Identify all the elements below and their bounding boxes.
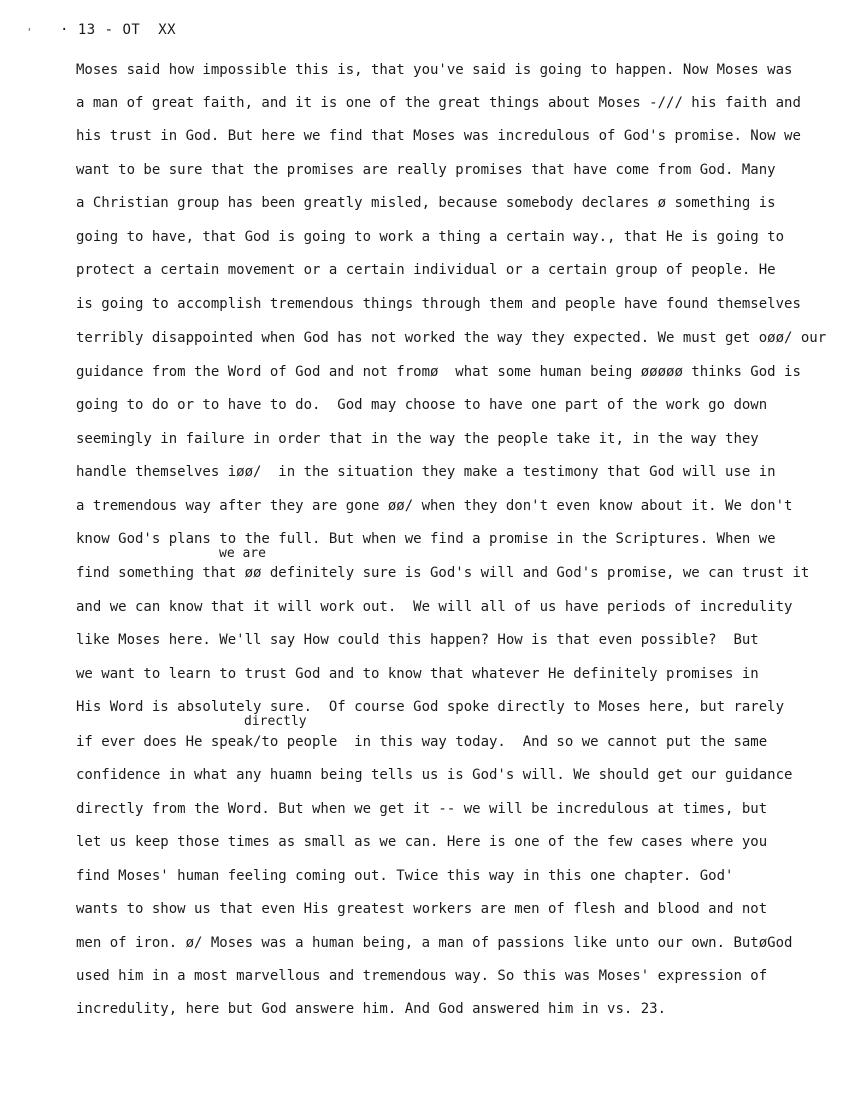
text-line: protect a certain movement or a certain individual or a certain group of people. He — [76, 262, 776, 278]
text-line: let us keep those times as small as we can. Here is one of the few cases where you — [76, 834, 768, 850]
text-line: his trust in God. But here we find that Moses was incredulous of God's promise. Now we — [76, 128, 801, 144]
text-line: a tremendous way after they are gone øø/ when they don't even know about it. We don't — [76, 498, 793, 514]
text-line: handle themselves iøø/ in the situation they make a testimony that God will use in — [76, 464, 776, 480]
page-header: · 13 - OT XX — [60, 22, 177, 38]
text-line: a Christian group has been greatly misled, because somebody declares ø something is — [76, 195, 776, 211]
text-line: confidence in what any huamn being tells us is God's will. We should get our guidance — [76, 767, 793, 783]
text-line: is going to accomplish tremendous things through them and people have found themselves — [76, 296, 801, 312]
text-line: going to have, that God is going to work a thing a certain way., that He is going to — [76, 229, 785, 245]
text-line: His Word is absolutely sure. Of course God spoke directly to Moses here, but rarely — [76, 699, 785, 715]
text-line: know God's plans to the full. But when we find a promise in the Scriptures. When we — [76, 531, 776, 547]
text-line: guidance from the Word of God and not fromø what some human being øøøøø thinks God is — [76, 364, 801, 380]
text-line: directly from the Word. But when we get it -- we will be incredulous at times, but — [76, 801, 768, 817]
text-line: going to do or to have to do. God may choose to have one part of the work go down — [76, 397, 768, 413]
text-line: and we can know that it will work out. We will all of us have periods of incredulity — [76, 599, 793, 615]
text-line: incredulity, here but God answere him. And God answered him in vs. 23. — [76, 1001, 667, 1017]
text-line: Moses said how impossible this is, that you've said is going to happen. Now Moses was — [76, 62, 793, 78]
margin-mark: ' — [26, 26, 33, 39]
handwritten-insertion: we are — [219, 546, 266, 561]
text-line: men of iron. ø/ Moses was a human being, a man of passions like unto our own. ButøGod — [76, 935, 793, 951]
text-line: like Moses here. We'll say How could this happen? How is that even possible? But — [76, 632, 759, 648]
text-line: terribly disappointed when God has not worked the way they expected. We must get oøø/ our — [76, 330, 827, 346]
text-line: used him in a most marvellous and tremendous way. So this was Moses' expression of — [76, 968, 768, 984]
text-line: wants to show us that even His greatest workers are men of flesh and blood and not — [76, 901, 768, 917]
text-line: if ever does He speak/to people in this way today. And so we cannot put the same — [76, 734, 768, 750]
text-line: a man of great faith, and it is one of the great things about Moses -/// his faith and — [76, 95, 801, 111]
text-line: we want to learn to trust God and to know that whatever He definitely promises in — [76, 666, 759, 682]
text-line: find something that øø definitely sure is God's will and God's promise, we can trust it — [76, 565, 810, 581]
text-line: want to be sure that the promises are really promises that have come from God. Many — [76, 162, 776, 178]
handwritten-insertion: directly — [244, 714, 307, 729]
text-line: find Moses' human feeling coming out. Twice this way in this one chapter. God' — [76, 868, 734, 884]
text-line: seemingly in failure in order that in the way the people take it, in the way they — [76, 431, 759, 447]
